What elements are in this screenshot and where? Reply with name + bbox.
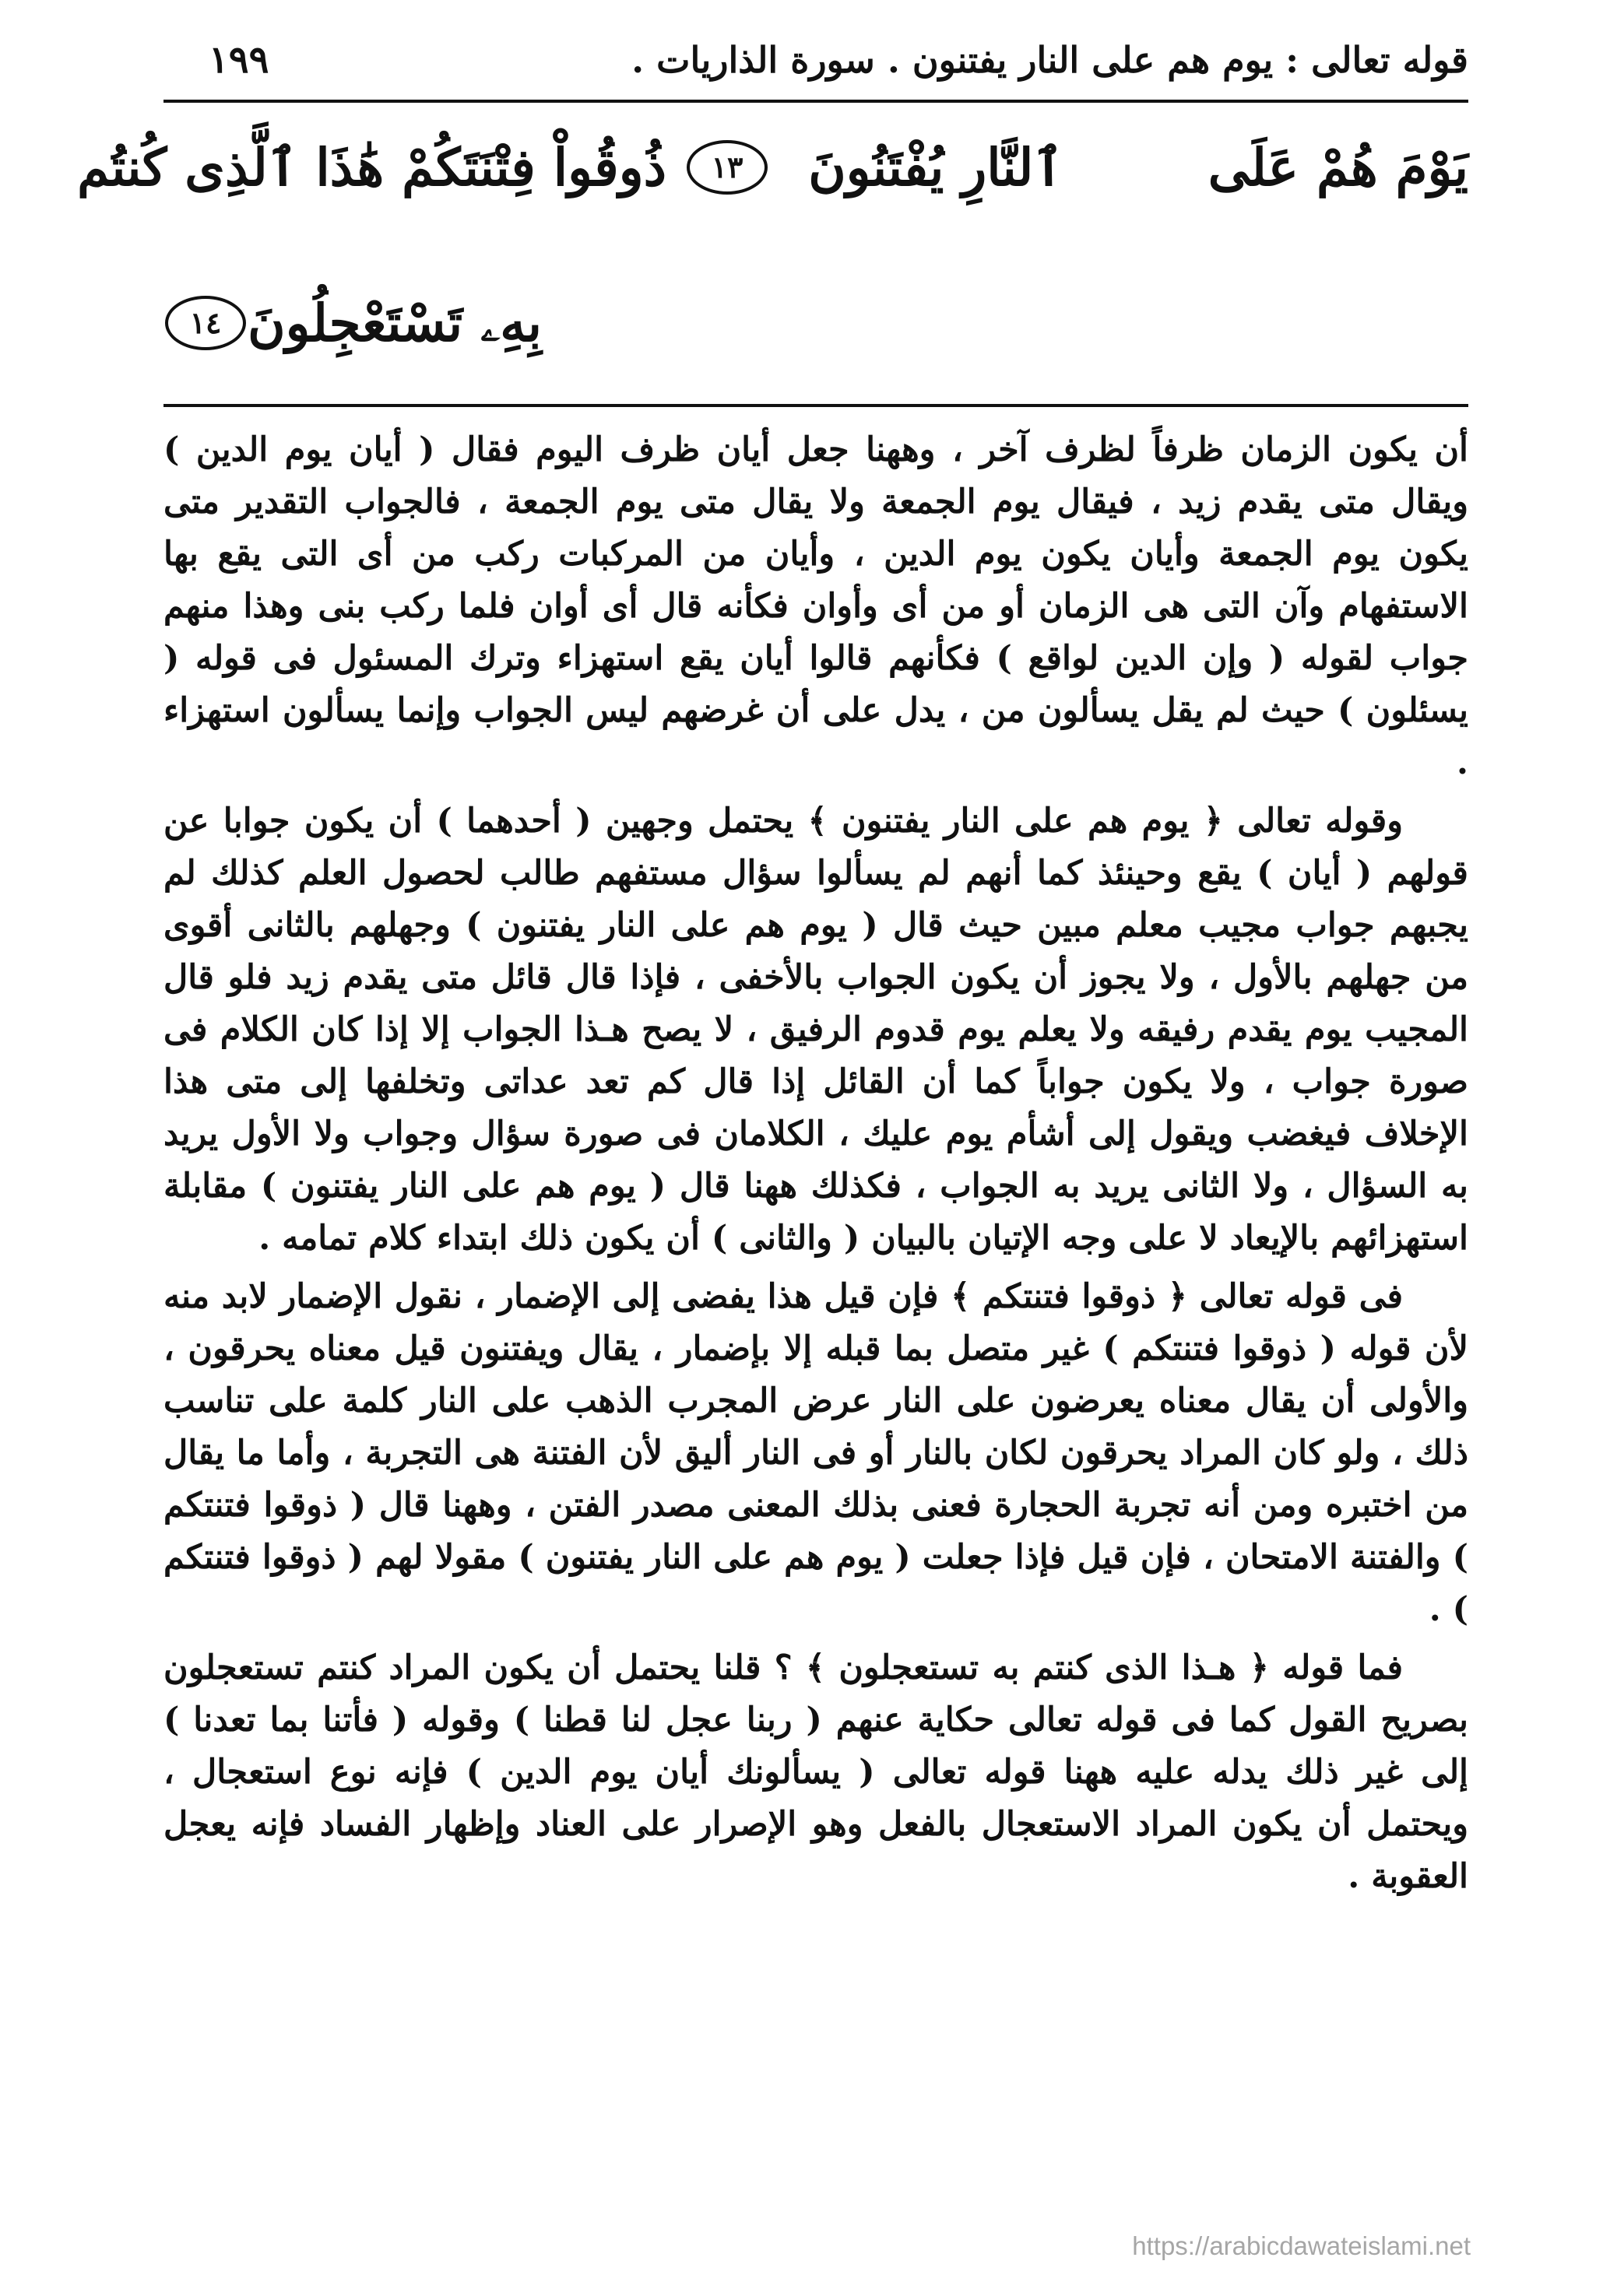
quran-verse-line-2 <box>163 280 1468 366</box>
commentary-text <box>163 424 1468 2183</box>
verse-segment: ذُوقُواْ فِتْنَتَكُمْ هَٰذَا ٱلَّذِى كُنتُم <box>77 137 666 198</box>
verse-segment: ٱلنَّارِ يُفْتَنُونَ <box>808 137 1063 198</box>
commentary-paragraph: وقوله تعالى ﴿ يوم هم على النار يفتنون ﴾ يحتمل وجهين ( أحدهما ) أن يكون جوابا عن قولهم ( أيان ) يقع وحينئذ كما أنهم لم يسألوا سؤال مستفهم طالب لحصول العلم كذلك لم يجبهم جواب مجيب معلم مبين حيث قال ( يوم هم على النار يفتنون ) وجهلهم بالثانى أقوى من جهلهم بالأول ، ولا يجوز أن يكون الجواب بالأخفى ، فإذا قال قائل متى يقدم زيد فلو قال المجيب يوم يقدم رفيقه ولا يعلم يوم قدوم الرفيق ، لا يصح هـذا الجواب إلا إذا كان الكلام فى صورة جواب ، ولا يكون جواباً كما أن القائل إذا قال كم تعد عداتى وتخلفها إلى متى هذا الإخلاف فيغضب ويقول إلى أشأم يوم عليك ، الكلامان فى صورة سؤال وجواب ولا الأول يريد به السؤال ، ولا الثانى يريد به الجواب ، فكذلك ههنا قال ( يوم هم على النار يفتنون ) مقابلة استهزائهم بالإيعاد لا على وجه الإتيان بالبيان ( والثانى ) أن يكون ذلك ابتداء كلام تمامه . <box>163 802 1468 1258</box>
page-number: ١٩٩ <box>209 38 269 82</box>
running-header-title: قوله تعالى : يوم هم على النار يفتنون . سورة الذاريات . <box>631 39 1468 81</box>
verse-segment: يَوْمَ هُمْ عَلَى <box>1208 137 1468 198</box>
source-watermark: https://arabicdawateislami.net <box>1132 2231 1471 2260</box>
commentary-paragraph: فما قوله ﴿ هـذا الذى كنتم به تستعجلون ﴾ ؟ قلنا يحتمل أن يكون المراد كنتم تستعجلون بصريح القول كما فى قوله تعالى حكاية عنهم ( ربنا عجل لنا قطنا ) وقوله ( فأتنا بما تعدنا ) إلى غير ذلك يدله عليه ههنا قوله تعالى ( يسألونك أيان يوم الدين ) فإنه نوع استعجال ، ويحتمل أن يكون المراد الاستعجال بالفعل وهو الإصرار على العناد وإظهار الفساد فإنه يعجل العقوبة . <box>163 1648 1468 1896</box>
commentary-paragraph: أن يكون الزمان ظرفاً لظرف آخر ، وههنا جعل أيان ظرف اليوم فقال ( أيان يوم الدين ) ويقال متى يقدم زيد ، فيقال يوم الجمعة ولا يقال متى يوم الجمعة ، فالجواب التقدير متى يكون يوم الجمعة وأيان يكون يوم الدين ، وأيان من المركبات ركب من أى التى يقع بها الاستفهام وآن التى هى الزمان أو من أى وأوان فكأنه قال أى أوان فلما ركب بنى وهذا منهم جواب لقوله ( وإن الدين لواقع ) فكأنهم قالوا أيان يقع استهزاء وترك المسئول فى قوله ( يسئلون ) حيث لم يقل يسألون من ، يدل على أن غرضهم ليس الجواب وإنما يسألون استهزاء . <box>163 430 1468 782</box>
verse-segment: بِهِۦ تَسْتَعْجِلُونَ <box>248 293 542 353</box>
verse-divider <box>163 404 1468 407</box>
header-divider <box>163 100 1468 103</box>
commentary-paragraph: فى قوله تعالى ﴿ ذوقوا فتنتكم ﴾ فإن قيل هذا يفضى إلى الإضمار ، نقول الإضمار لابد منه لأن قوله ( ذوقوا فتنتكم ) غير متصل بما قبله إلا بإضمار ، يقال ويفتنون قيل معناه يحرقون ، والأولى أن يقال معناه يعرضون على النار عرض المجرب الذهب على النار كلمة على تناسب ذلك ، ولو كان المراد يحرقون لكان بالنار أو فى النار أليق لأن الفتنة هى التجربة ، وأما ما يقال من اختبره ومن أنه تجربة الحجارة فعنى بذلك المعنى مصدر الفتن ، وههنا قال ( ذوقوا فتنتكم ) والفتنة الامتحان ، فإن قيل فإذا جعلت ( يوم هم على النار يفتنون ) مقولا لهم ( ذوقوا فتنتكم ) . <box>163 1277 1468 1629</box>
verse-number-marker: ١٤ <box>165 296 246 350</box>
verse-number-marker: ١٣ <box>687 140 768 195</box>
quran-verse-line-1 <box>77 125 1468 210</box>
running-header <box>163 26 1468 97</box>
